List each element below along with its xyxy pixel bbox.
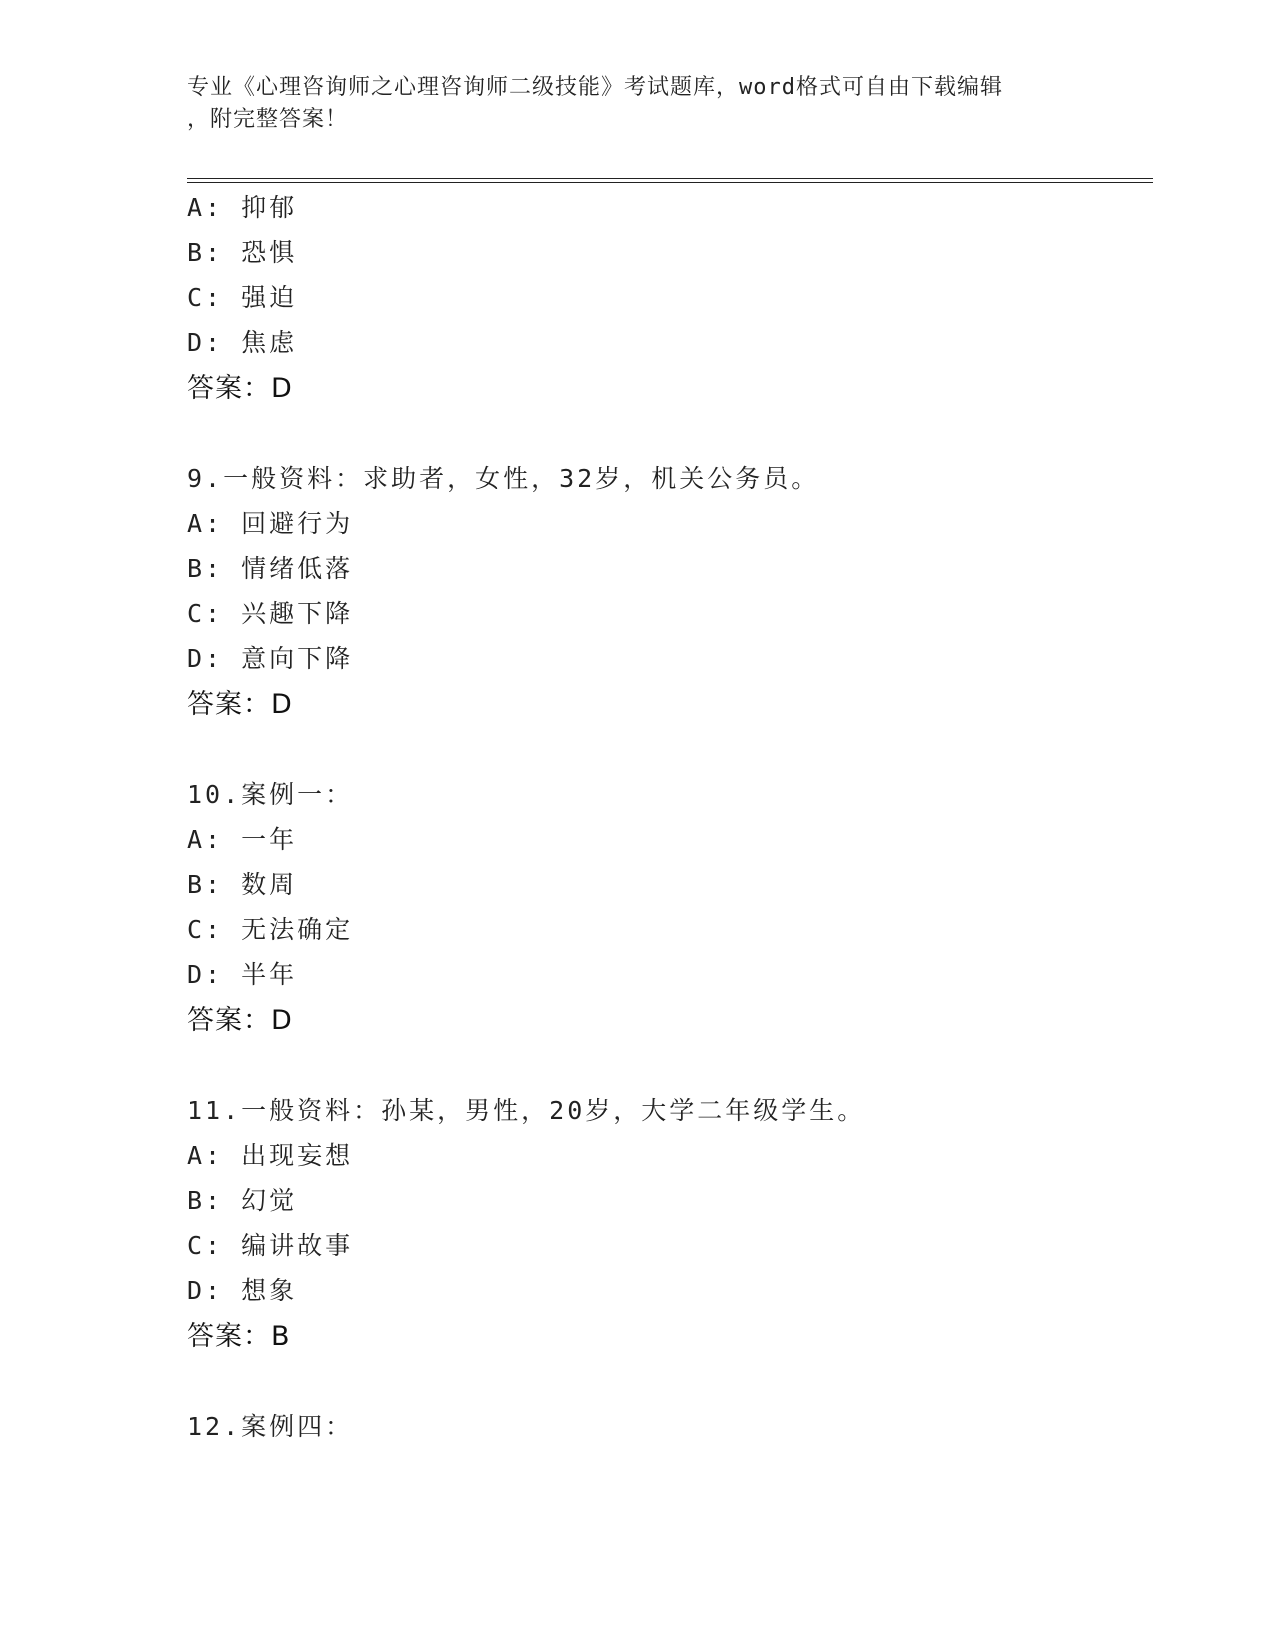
q10-option-a: A: 一年: [187, 825, 298, 854]
q11-question: 11.一般资料：孙某，男性，20岁，大学二年级学生。: [187, 1096, 866, 1125]
q11-option-c: C: 编讲故事: [187, 1231, 354, 1260]
q8-option-a: A: 抑郁: [187, 193, 298, 222]
q9-option-a: A: 回避行为: [187, 509, 354, 538]
q11-option-b: B: 幻觉: [187, 1186, 298, 1215]
q10-answer: 答案：D: [187, 1005, 293, 1036]
q10-option-b: B: 数周: [187, 870, 298, 899]
q8-option-d: D: 焦虑: [187, 328, 298, 357]
document-header: [187, 72, 1087, 136]
q8-answer: 答案：D: [187, 373, 293, 404]
q9-question: 9.一般资料：求助者，女性，32岁，机关公务员。: [187, 464, 820, 493]
q10-option-c: C: 无法确定: [187, 915, 354, 944]
header-divider-bottom: [187, 182, 1153, 183]
q11-option-d: D: 想象: [187, 1276, 298, 1305]
q8-option-b: B: 恐惧: [187, 238, 298, 267]
q9-option-d: D: 意向下降: [187, 644, 354, 673]
q8-option-c: C: 强迫: [187, 283, 298, 312]
q12-question: 12.案例四：: [187, 1412, 354, 1441]
q10-option-d: D: 半年: [187, 960, 298, 989]
header-title-line-2: ，附完整答案！: [187, 107, 349, 132]
q11-option-a: A: 出现妄想: [187, 1141, 354, 1170]
q11-answer: 答案：B: [187, 1321, 291, 1352]
q10-question: 10.案例一：: [187, 780, 354, 809]
q9-answer: 答案：D: [187, 689, 293, 720]
q9-option-b: B: 情绪低落: [187, 554, 354, 583]
q9-option-c: C: 兴趣下降: [187, 599, 354, 628]
header-divider-top: [187, 178, 1153, 179]
header-title-line-1: 专业《心理咨询师之心理咨询师二级技能》考试题库，word格式可自由下载编辑: [187, 75, 1003, 100]
